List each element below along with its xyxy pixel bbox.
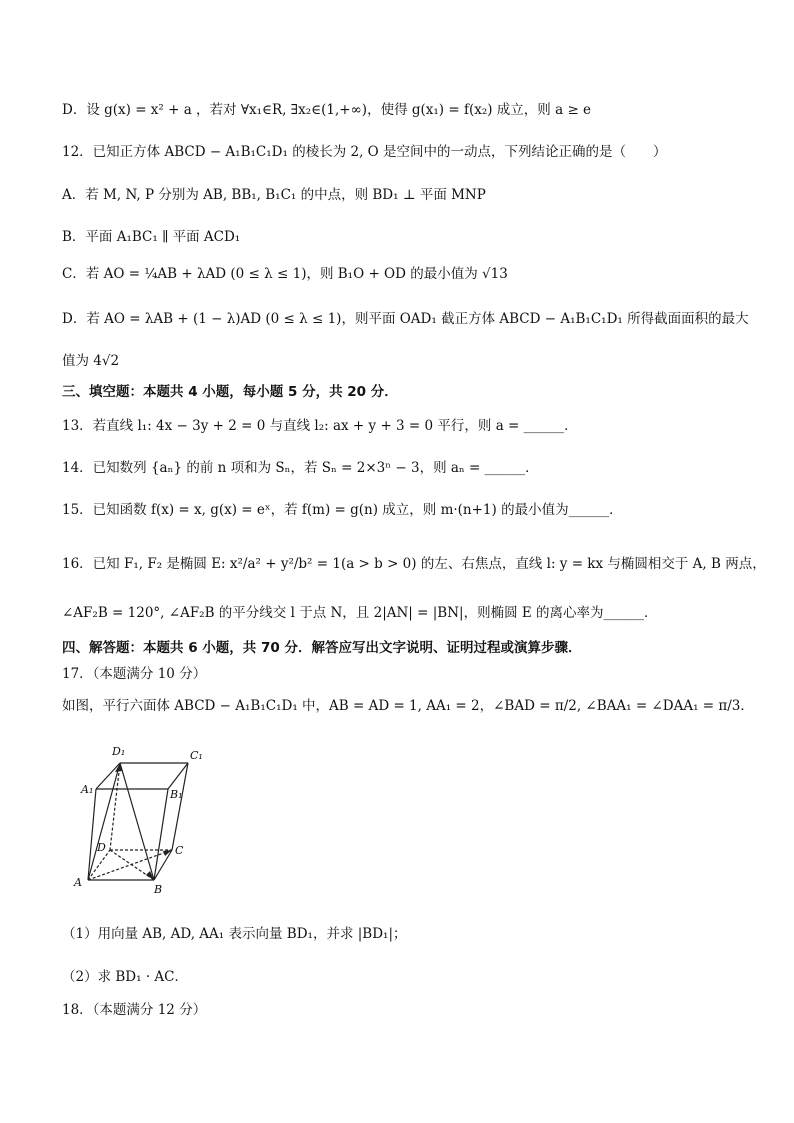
q12-option-c: C．若 AO = ¼AB + λAD (0 ≤ λ ≤ 1)，则 B₁O + OD 的最小值为 √13	[62, 266, 508, 282]
q11-option-d: D．设 g(x) = x² + a ，若对 ∀x₁∈R, ∃x₂∈(1,+∞)，使得 g(x₁) = f(x₂) 成立，则 a ≥ e	[62, 102, 592, 118]
parallelepiped-figure	[70, 738, 210, 898]
q15: 15．已知函数 f(x) = x, g(x) = eˣ，若 f(m) = g(n) 成立，则 m·(n+1) 的最小值为______．	[62, 502, 623, 518]
q12-option-b: B．平面 A₁BC₁ ∥ 平面 ACD₁	[62, 229, 241, 245]
section-4-heading: 四、解答题：本题共 6 小题，共 70 分．解答应写出文字说明、证明过程或演算步骤．	[62, 640, 582, 656]
q17-part-2: （2）求 BD₁ · AC．	[62, 969, 188, 985]
label-a1: A₁	[81, 783, 94, 796]
section-3-heading: 三、填空题：本题共 4 小题，每小题 5 分，共 20 分．	[62, 384, 398, 400]
q16-line-2: ∠AF₂B = 120°, ∠AF₂B 的平分线交 l 于点 N，且 2|AN| = |BN|，则椭圆 E 的离心率为______．	[62, 605, 658, 621]
q17-header: 17．（本题满分 10 分）	[62, 666, 207, 682]
label-b1: B₁	[170, 788, 183, 801]
label-b: B	[154, 883, 163, 896]
q17-stem: 如图，平行六面体 ABCD − A₁B₁C₁D₁ 中，AB = AD = 1, AA₁ = 2，∠BAD = π/2, ∠BAA₁ = ∠DAA₁ = π/3．	[62, 698, 754, 714]
label-d: D	[97, 841, 106, 854]
label-a: A	[74, 876, 82, 889]
q14: 14．已知数列 {aₙ} 的前 n 项和为 Sₙ，若 Sₙ = 2×3ⁿ − 3，则 aₙ = ______．	[62, 460, 539, 476]
label-d1: D₁	[112, 745, 126, 758]
q18-header: 18．（本题满分 12 分）	[62, 1002, 207, 1018]
label-c: C	[175, 844, 184, 857]
label-c1: C₁	[190, 749, 203, 762]
q12-option-a: A．若 M, N, P 分别为 AB, BB₁, B₁C₁ 的中点，则 BD₁ ⊥ 平面 MNP	[62, 187, 486, 203]
q16-line-1: 16．已知 F₁, F₂ 是椭圆 E: x²/a² + y²/b² = 1(a > b > 0) 的左、右焦点，直线 l: y = kx 与椭圆相交于 A, B 两点，	[62, 556, 766, 572]
q12-option-d: D．若 AO = λAB + (1 − λ)AD (0 ≤ λ ≤ 1)，则平面 OAD₁ 截正方体 ABCD − A₁B₁C₁D₁ 所得截面面积的最大	[62, 311, 749, 327]
q12-option-d-cont: 值为 4√2	[62, 353, 120, 369]
q13: 13．若直线 l₁: 4x − 3y + 2 = 0 与直线 l₂: ax + y + 3 = 0 平行，则 a = ______．	[62, 418, 578, 434]
q17-part-1: （1）用向量 AB, AD, AA₁ 表示向量 BD₁，并求 |BD₁|；	[62, 926, 407, 942]
q12-stem: 12．已知正方体 ABCD − A₁B₁C₁D₁ 的棱长为 2, O 是空间中的一动点，下列结论正确的是（ ）	[62, 144, 667, 160]
